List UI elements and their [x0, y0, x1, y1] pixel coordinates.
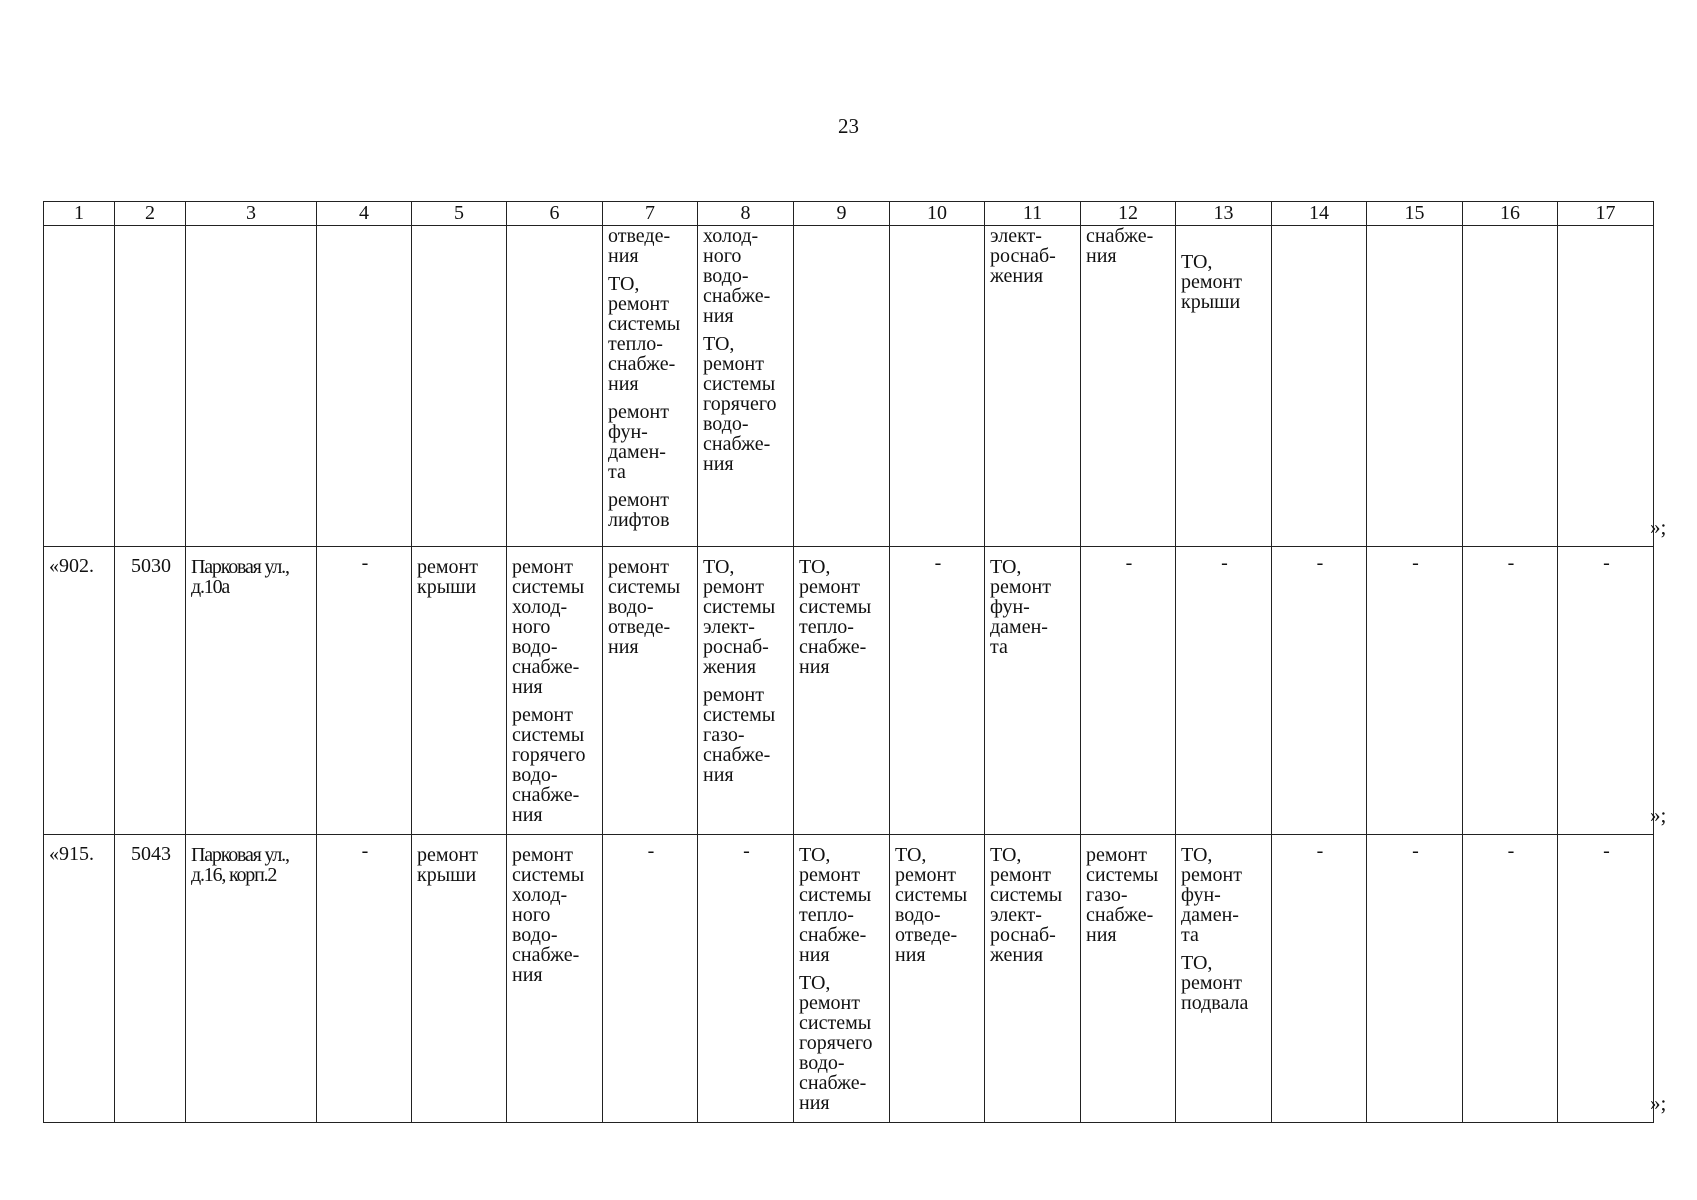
table-cell: [44, 226, 115, 547]
cell-line: ТО,: [895, 844, 927, 866]
cell-line: ния: [895, 944, 926, 966]
table-cell: [603, 226, 698, 547]
work-item: [608, 402, 694, 482]
cell-line: элект-: [990, 225, 1042, 247]
cell-line: водо-: [703, 265, 749, 287]
work-item: [1086, 845, 1172, 945]
col-header: 8: [698, 202, 794, 226]
cell-line: крыши: [417, 864, 477, 886]
table-cell: [1558, 226, 1654, 547]
table-cell: [1272, 835, 1367, 1123]
cell-line: ния: [512, 804, 543, 826]
col-header: 16: [1463, 202, 1558, 226]
cell-line: системы: [703, 596, 776, 618]
cell-line: ния: [799, 656, 830, 678]
cell-line: водо-: [703, 413, 749, 435]
table-cell: [1081, 226, 1176, 547]
cell-line: снабже-: [799, 636, 867, 658]
cell-line: ремонт: [990, 576, 1051, 598]
work-item: [990, 557, 1077, 657]
cell-line: ния: [1086, 245, 1117, 267]
dash: -: [1221, 552, 1228, 574]
cell-line: горячего: [512, 744, 586, 766]
cell-line: ния: [608, 636, 639, 658]
row-code: 5030: [115, 547, 186, 835]
cell-line: элект-: [990, 904, 1042, 926]
cell-line: ТО,: [608, 273, 640, 295]
cell-line: роснаб-: [990, 924, 1056, 946]
table-cell: [507, 547, 603, 835]
cell-line: снабже-: [799, 1072, 867, 1094]
row-end-mark: »;: [1650, 1091, 1667, 1115]
cell-line: крыши: [417, 576, 477, 598]
cell-line: ТО,: [799, 556, 831, 578]
dash: -: [1603, 552, 1610, 574]
table-cell: [1558, 547, 1654, 835]
cell-line: ТО,: [703, 333, 735, 355]
cell-line: ния: [799, 944, 830, 966]
cell-line: дамен-: [990, 616, 1048, 638]
cell-line: горячего: [799, 1032, 873, 1054]
cell-line: снабже-: [512, 944, 580, 966]
cell-line: фун-: [1181, 884, 1221, 906]
table-cell: [890, 547, 985, 835]
cell-line: ремонт: [1181, 271, 1242, 293]
cell-line: снабже-: [1086, 225, 1154, 247]
work-item: [703, 226, 790, 326]
dash: -: [1412, 840, 1419, 862]
column-number-row: [44, 202, 1654, 226]
work-item: [608, 490, 694, 530]
work-item: [1181, 845, 1268, 945]
cell-line: ния: [608, 373, 639, 395]
table-cell: [1463, 226, 1558, 547]
cell-line: ния: [703, 764, 734, 786]
table-row: [44, 835, 1654, 1123]
cell-line: ремонт: [417, 844, 478, 866]
table-row: [44, 547, 1654, 835]
cell-line: ния: [703, 305, 734, 327]
table-cell: [412, 835, 507, 1123]
table-cell: [317, 547, 412, 835]
work-item: [608, 226, 694, 266]
cell-line: системы: [608, 576, 681, 598]
cell-line: ния: [703, 453, 734, 475]
cell-line: ного: [512, 904, 551, 926]
cell-line: ТО,: [990, 556, 1022, 578]
cell-line: ремонт: [417, 556, 478, 578]
cell-line: д.10а: [191, 576, 230, 598]
cell-line: холод-: [703, 225, 759, 247]
work-item: [608, 557, 694, 657]
dash: -: [1412, 552, 1419, 574]
dash: -: [1507, 552, 1515, 574]
cell-line: ремонт: [512, 844, 573, 866]
table-cell: [890, 835, 985, 1123]
dash: -: [934, 552, 942, 574]
table-cell: [412, 547, 507, 835]
cell-line: ТО,: [1181, 251, 1213, 273]
table-cell: [1176, 547, 1272, 835]
table-cell: [317, 226, 412, 547]
cell-line: фун-: [990, 596, 1030, 618]
cell-line: роснаб-: [990, 245, 1056, 267]
page-number: 23: [838, 114, 859, 138]
table-cell: [507, 226, 603, 547]
cell-line: та: [1181, 924, 1199, 946]
cell-line: снабже-: [703, 285, 771, 307]
col-header: 3: [186, 202, 317, 226]
work-item: [512, 705, 599, 825]
work-item: [799, 557, 886, 677]
cell-line: ния: [512, 964, 543, 986]
cell-line: ремонт: [799, 576, 860, 598]
cell-line: системы: [512, 724, 585, 746]
cell-line: ремонт: [895, 864, 956, 886]
dash: -: [1507, 840, 1515, 862]
cell-line: тепло-: [608, 333, 663, 355]
col-header: 6: [507, 202, 603, 226]
cell-line: снабже-: [512, 656, 580, 678]
col-header: 1: [44, 202, 115, 226]
cell-line: тепло-: [799, 616, 854, 638]
cell-line: ТО,: [1181, 952, 1213, 974]
dash: -: [647, 840, 655, 862]
cell-line: ТО,: [799, 844, 831, 866]
table-cell: [890, 226, 985, 547]
cell-line: водо-: [608, 596, 654, 618]
cell-line: водо-: [799, 1052, 845, 1074]
table-cell: [1176, 226, 1272, 547]
col-header: 5: [412, 202, 507, 226]
cell-line: Парковая ул.,: [191, 556, 289, 578]
table-cell: [794, 547, 890, 835]
cell-line: системы: [703, 704, 776, 726]
row-end-mark: »;: [1650, 803, 1667, 827]
col-header: 15: [1367, 202, 1463, 226]
cell-line: водо-: [512, 924, 558, 946]
cell-line: ремонт: [608, 556, 669, 578]
table-cell: [985, 835, 1081, 1123]
row-number: «915.: [44, 835, 115, 1123]
work-item: [799, 845, 886, 965]
cell-line: ремонт: [799, 992, 860, 1014]
table-cell: [1176, 835, 1272, 1123]
work-item: [990, 845, 1077, 965]
work-item: [512, 845, 599, 985]
col-header: 17: [1558, 202, 1654, 226]
col-header: 7: [603, 202, 698, 226]
cell-line: ния: [799, 1092, 830, 1114]
table-cell: [1367, 835, 1463, 1123]
continuation-row: [44, 226, 1654, 547]
cell-line: дамен-: [1181, 904, 1239, 926]
cell-line: системы: [512, 576, 585, 598]
table-cell: [507, 835, 603, 1123]
cell-line: системы: [990, 884, 1063, 906]
cell-line: снабже-: [608, 353, 676, 375]
dash: -: [1316, 552, 1324, 574]
cell-line: элект-: [703, 616, 755, 638]
col-header: 11: [985, 202, 1081, 226]
work-item: [895, 845, 981, 965]
table-cell: [1081, 547, 1176, 835]
cell-line: отведе-: [608, 225, 671, 247]
cell-line: отведе-: [608, 616, 671, 638]
dash: -: [361, 552, 369, 574]
table-cell: [317, 835, 412, 1123]
cell-line: снабже-: [703, 744, 771, 766]
work-item: [990, 226, 1077, 286]
cell-line: ремонт: [512, 704, 573, 726]
col-header: 13: [1176, 202, 1272, 226]
cell-line: снабже-: [799, 924, 867, 946]
table-cell: [186, 226, 317, 547]
cell-line: ремонт: [703, 576, 764, 598]
cell-line: ния: [1086, 924, 1117, 946]
table-cell: [603, 547, 698, 835]
col-header: 4: [317, 202, 412, 226]
table-cell: [698, 226, 794, 547]
cell-line: ремонт: [608, 293, 669, 315]
cell-line: водо-: [512, 764, 558, 786]
cell-line: ремонт: [990, 864, 1051, 886]
cell-line: снабже-: [703, 433, 771, 455]
table-cell: [698, 835, 794, 1123]
cell-line: газо-: [703, 724, 745, 746]
work-item: [608, 274, 694, 394]
cell-line: ремонт: [703, 353, 764, 375]
table-cell: [794, 835, 890, 1123]
cell-line: водо-: [512, 636, 558, 658]
table-cell: [794, 226, 890, 547]
cell-line: роснаб-: [703, 636, 769, 658]
address-cell: [186, 835, 317, 1123]
col-header: 12: [1081, 202, 1176, 226]
address-cell: [186, 547, 317, 835]
cell-line: газо-: [1086, 884, 1128, 906]
cell-line: ремонт: [1181, 864, 1242, 886]
cell-line: фун-: [608, 421, 648, 443]
row-end-mark: »;: [1650, 515, 1667, 539]
table-cell: [412, 226, 507, 547]
work-item: [1181, 953, 1268, 1013]
cell-line: системы: [799, 596, 872, 618]
cell-line: подвала: [1181, 992, 1249, 1014]
cell-line: снабже-: [1086, 904, 1154, 926]
work-item: [703, 557, 790, 677]
work-item: [799, 973, 886, 1113]
row-code: 5043: [115, 835, 186, 1123]
table-cell: [985, 226, 1081, 547]
cell-line: жения: [990, 265, 1044, 287]
cell-line: ремонт: [703, 684, 764, 706]
dash: -: [743, 840, 750, 862]
cell-line: ного: [703, 245, 742, 267]
cell-line: снабже-: [512, 784, 580, 806]
cell-line: системы: [608, 313, 681, 335]
cell-line: ремонт: [512, 556, 573, 578]
cell-line: системы: [799, 1012, 872, 1034]
cell-line: ТО,: [1181, 844, 1213, 866]
cell-line: ного: [512, 616, 551, 638]
cell-line: водо-: [895, 904, 941, 926]
cell-line: системы: [512, 864, 585, 886]
work-item: [1181, 252, 1268, 312]
cell-line: ремонт: [1086, 844, 1147, 866]
cell-line: ТО,: [703, 556, 735, 578]
work-item: [512, 557, 599, 697]
cell-line: лифтов: [608, 509, 670, 531]
cell-line: ремонт: [608, 489, 669, 511]
cell-line: та: [608, 461, 626, 483]
cell-line: горячего: [703, 393, 777, 415]
cell-line: д.16, корп.2: [191, 864, 277, 886]
table-cell: [1272, 547, 1367, 835]
cell-line: тепло-: [799, 904, 854, 926]
table-cell: [1558, 835, 1654, 1123]
dash: -: [1603, 840, 1610, 862]
cell-line: ния: [608, 245, 639, 267]
col-header: 9: [794, 202, 890, 226]
cell-line: отведе-: [895, 924, 958, 946]
cell-line: системы: [799, 884, 872, 906]
dash: -: [1125, 552, 1133, 574]
cell-line: холод-: [512, 884, 568, 906]
col-header: 14: [1272, 202, 1367, 226]
cell-line: жения: [703, 656, 757, 678]
table-cell: [1463, 835, 1558, 1123]
table-cell: [1081, 835, 1176, 1123]
cell-line: ремонт: [1181, 972, 1242, 994]
cell-line: холод-: [512, 596, 568, 618]
cell-line: крыши: [1181, 291, 1241, 313]
dash: -: [361, 840, 369, 862]
work-item: [703, 685, 790, 785]
table-cell: [1367, 226, 1463, 547]
col-header: 10: [890, 202, 985, 226]
work-item: [703, 334, 790, 474]
cell-line: ремонт: [799, 864, 860, 886]
table-cell: [1463, 547, 1558, 835]
cell-line: та: [990, 636, 1008, 658]
cell-line: жения: [990, 944, 1044, 966]
works-table: [43, 201, 1654, 1123]
cell-line: ния: [512, 676, 543, 698]
work-item: [1086, 226, 1172, 266]
cell-line: системы: [703, 373, 776, 395]
table-cell: [698, 547, 794, 835]
table-cell: [1367, 547, 1463, 835]
dash: -: [1316, 840, 1324, 862]
cell-line: ТО,: [799, 972, 831, 994]
cell-line: Парковая ул.,: [191, 844, 289, 866]
cell-line: системы: [895, 884, 968, 906]
table-cell: [1272, 226, 1367, 547]
table-cell: [985, 547, 1081, 835]
table-cell: [115, 226, 186, 547]
col-header: 2: [115, 202, 186, 226]
cell-line: ТО,: [990, 844, 1022, 866]
table-cell: [603, 835, 698, 1123]
cell-line: дамен-: [608, 441, 666, 463]
cell-line: системы: [1086, 864, 1159, 886]
row-number: «902.: [44, 547, 115, 835]
cell-line: ремонт: [608, 401, 669, 423]
